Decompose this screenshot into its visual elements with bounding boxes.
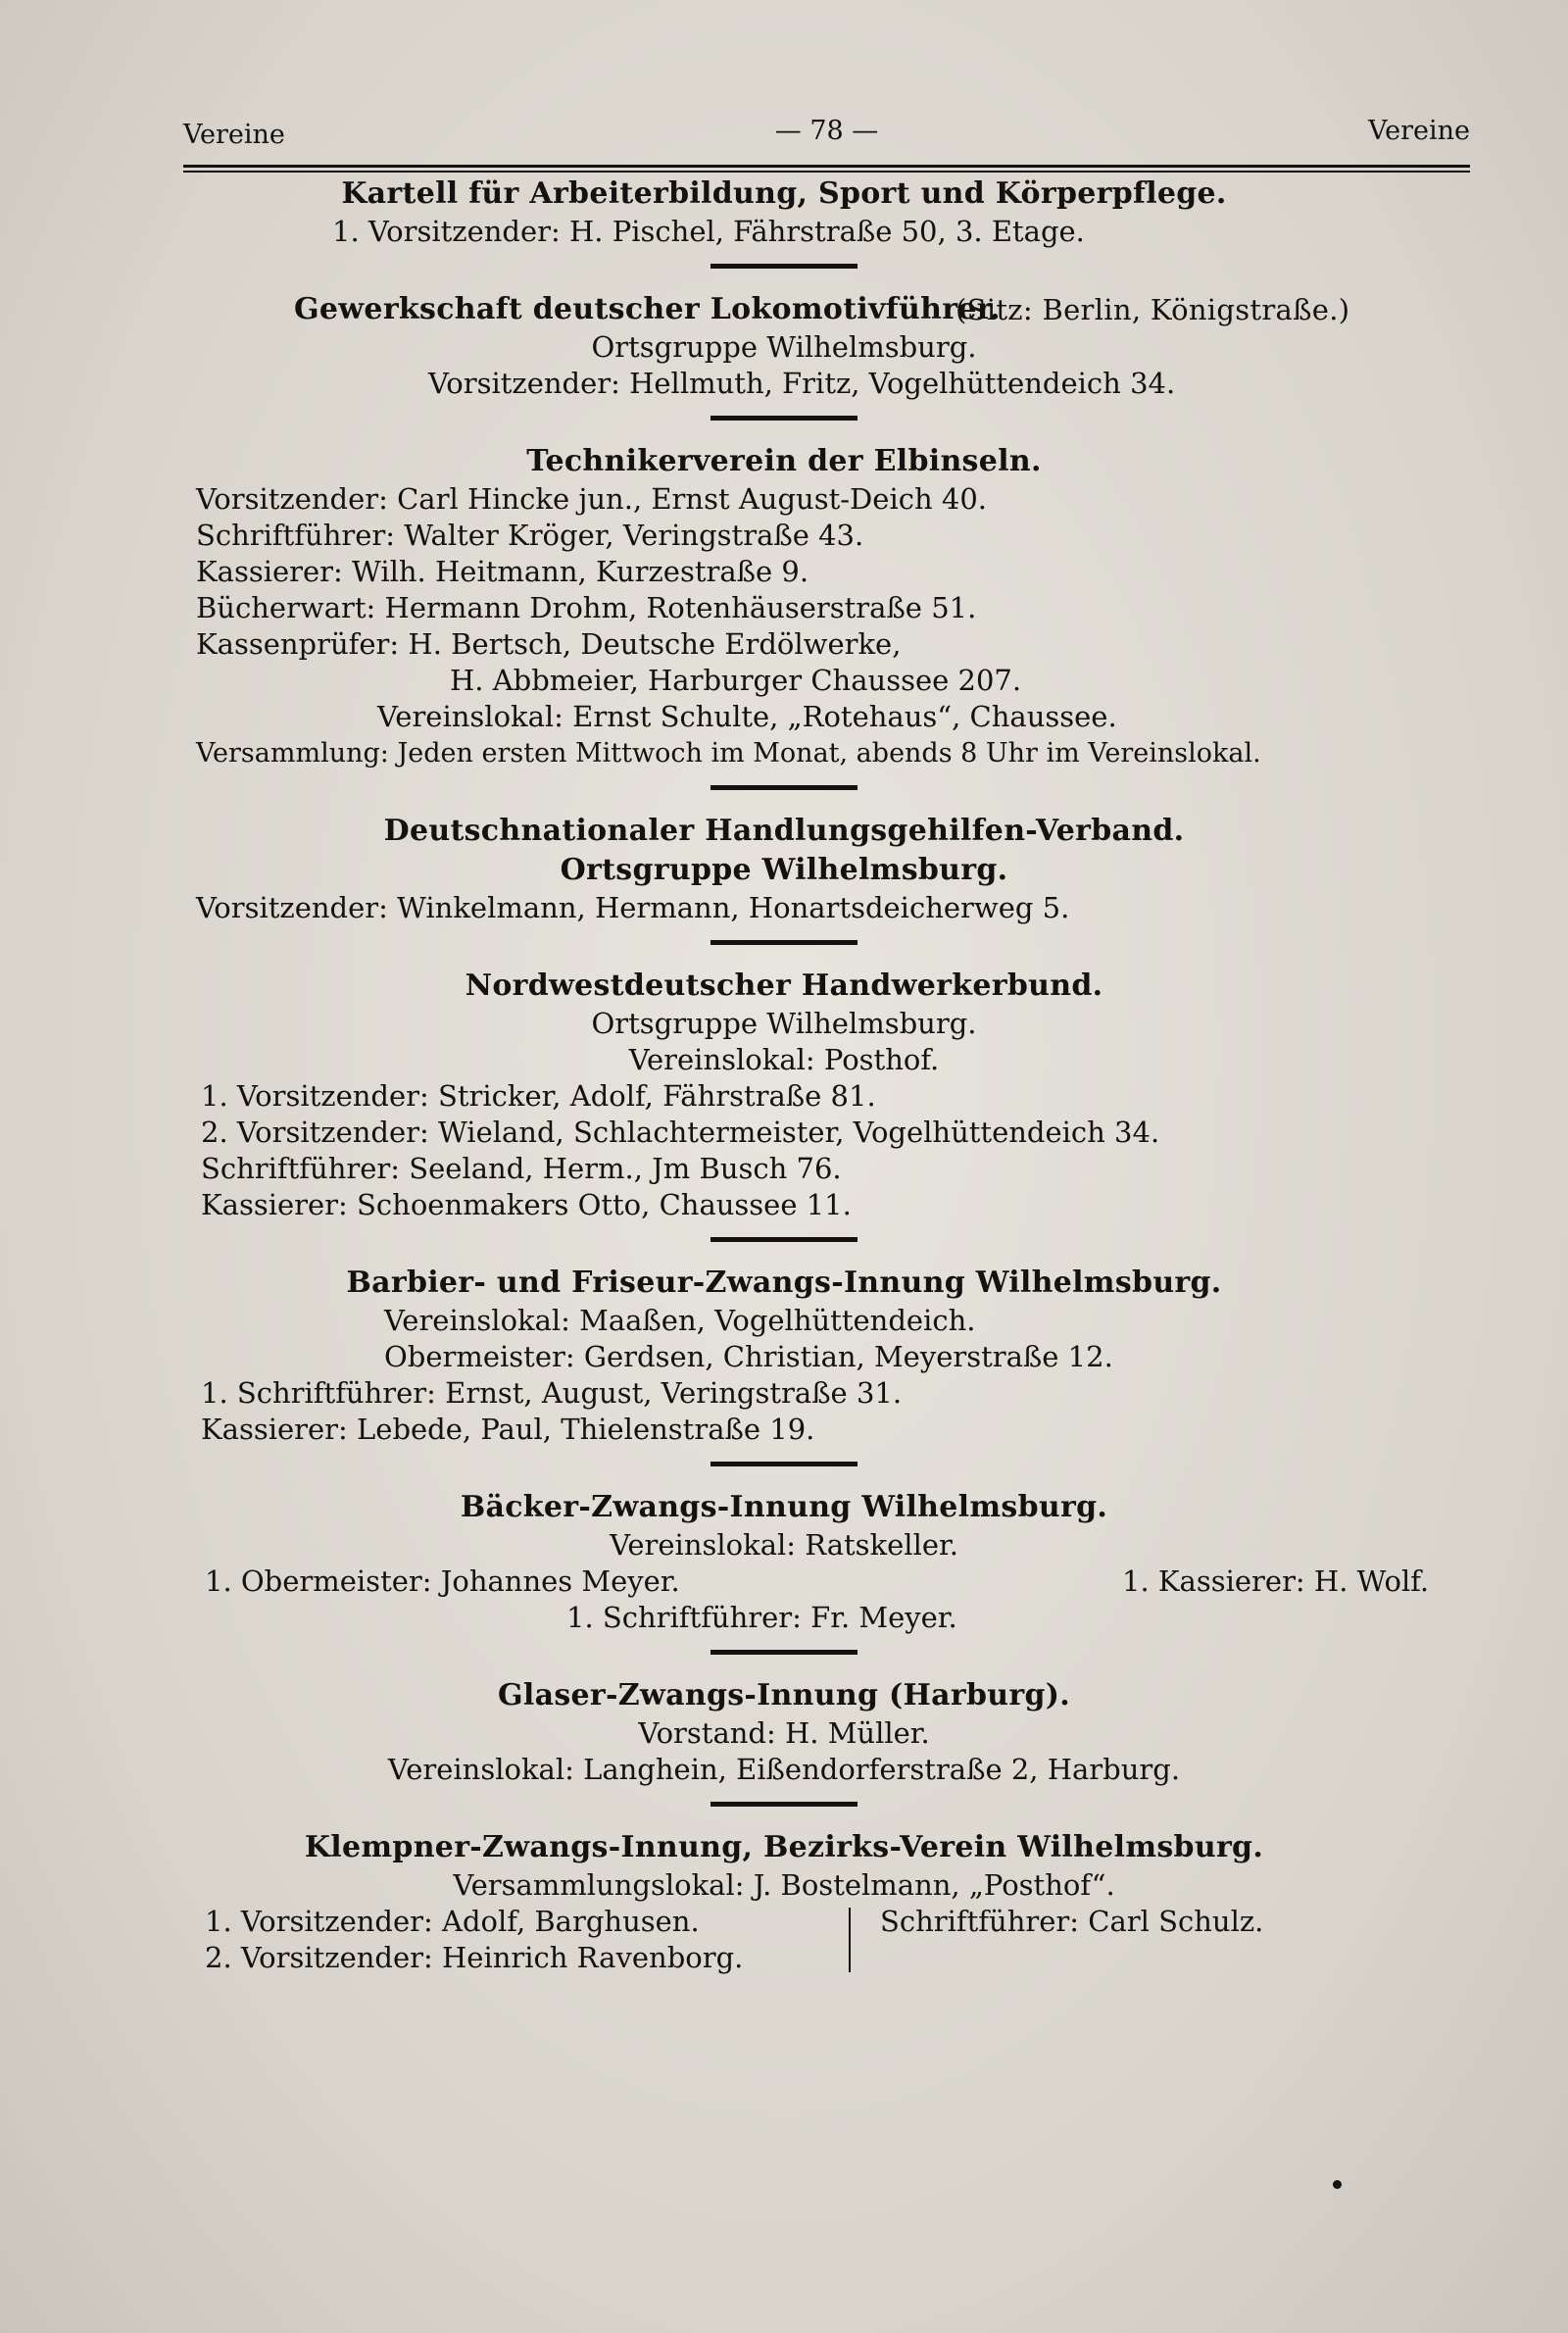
entry-handlungsgehilfen bbox=[0, 812, 1568, 926]
entry-line bbox=[0, 1339, 1568, 1375]
entry-text: 2. Vorsitzender: Wieland, Schlachtermeister, Vogelhüttendeich 34. bbox=[201, 1116, 1160, 1149]
entry-line: Ortsgruppe Wilhelmsburg. bbox=[591, 330, 977, 364]
section-divider bbox=[710, 1650, 858, 1655]
entry-text: Kassenprüfer: H. Bertsch, Deutsche Erdölwerke, bbox=[196, 627, 902, 661]
entry-text: Schriftführer: Seeland, Herm., Jm Busch 76. bbox=[201, 1152, 842, 1185]
entry-title: Deutschnationaler Handlungsgehilfen-Verband. bbox=[383, 814, 1185, 848]
entry-line bbox=[0, 481, 1568, 518]
entry-text: Vorsitzender: Carl Hincke jun., Ernst August-Deich 40. bbox=[196, 482, 987, 516]
entry-title: Bäcker-Zwangs-Innung Wilhelmsburg. bbox=[460, 1490, 1108, 1524]
entry-text: Schriftführer: Carl Schulz. bbox=[880, 1905, 1264, 1938]
entry-line: Ortsgruppe Wilhelmsburg. bbox=[591, 1007, 977, 1040]
entry-line bbox=[0, 626, 1568, 663]
entry-title: Klempner-Zwangs-Innung, Bezirks-Verein Wilhelmsburg. bbox=[304, 1830, 1264, 1864]
entry-line bbox=[0, 1115, 1568, 1151]
page-header bbox=[183, 116, 1470, 161]
entry-line: Versammlungslokal: J. Bostelmann, „Posthof“. bbox=[453, 1868, 1115, 1902]
entry-line bbox=[0, 735, 1568, 771]
entry-text: Vereinslokal: Ernst Schulte, „Rotehaus“, Chaussee. bbox=[377, 700, 1117, 733]
entry-line bbox=[0, 1600, 1568, 1636]
column-divider bbox=[849, 1908, 851, 1972]
entry-text: Vorsitzender: Hellmuth, Fritz, Vogelhüttendeich 34. bbox=[428, 367, 1176, 400]
entry-klempner-innung bbox=[0, 1828, 1568, 1976]
entry-line bbox=[0, 554, 1568, 590]
entry-two-column bbox=[0, 1904, 1568, 1976]
entry-text: 2. Vorsitzender: Heinrich Ravenborg. bbox=[205, 1941, 744, 1974]
entry-text: Kassierer: Lebede, Paul, Thielenstraße 19. bbox=[201, 1413, 815, 1446]
entry-title-row bbox=[0, 290, 1568, 329]
entry-line: Vereinslokal: Posthof. bbox=[628, 1043, 940, 1076]
entry-line bbox=[0, 1412, 1568, 1448]
entry-text: H. Abbmeier, Harburger Chaussee 207. bbox=[450, 664, 1022, 697]
entry-line bbox=[0, 1375, 1568, 1412]
entry-line bbox=[0, 518, 1568, 554]
entry-line bbox=[0, 1303, 1568, 1339]
entry-text: Versammlung: Jeden ersten Mittwoch im Monat, abends 8 Uhr im Vereinslokal. bbox=[196, 738, 1261, 769]
entry-text: Kassierer: Wilh. Heitmann, Kurzestraße 9. bbox=[196, 555, 809, 588]
entry-text: Bücherwart: Hermann Drohm, Rotenhäuserstraße 51. bbox=[196, 591, 977, 624]
section-divider bbox=[710, 264, 858, 269]
section-divider bbox=[710, 1237, 858, 1242]
entry-text: Schriftführer: Walter Kröger, Veringstraße 43. bbox=[196, 519, 864, 552]
entry-line bbox=[0, 366, 1568, 402]
entry-text: Kassierer: Schoenmakers Otto, Chaussee 11. bbox=[201, 1188, 852, 1221]
entry-friseur-innung bbox=[0, 1264, 1568, 1448]
entry-glaser-innung bbox=[0, 1676, 1568, 1788]
entry-title: Nordwestdeutscher Handwerkerbund. bbox=[465, 968, 1103, 1003]
entry-line: Vorstand: H. Müller. bbox=[638, 1716, 930, 1750]
entry-line bbox=[0, 890, 1568, 926]
entries bbox=[0, 174, 1568, 1976]
entry-text: 1. Vorsitzender: Adolf, Barghusen. bbox=[205, 1905, 700, 1938]
entry-text: 1. Vorsitzender: Stricker, Adolf, Fährstraße 81. bbox=[201, 1079, 876, 1113]
entry-text: 1. Obermeister: Johannes Meyer. bbox=[205, 1564, 680, 1598]
entry-line bbox=[0, 1564, 1568, 1600]
entry-title: Technikerverein der Elbinseln. bbox=[526, 444, 1042, 478]
entry-title: Glaser-Zwangs-Innung (Harburg). bbox=[498, 1678, 1070, 1713]
entry-text: Vorsitzender: Winkelmann, Hermann, Honartsdeicherweg 5. bbox=[196, 891, 1070, 924]
entry-line bbox=[0, 663, 1568, 699]
entry-text: 1. Kassierer: H. Wolf. bbox=[1122, 1564, 1430, 1598]
entry-text: Vereinslokal: Maaßen, Vogelhüttendeich. bbox=[384, 1304, 976, 1337]
entry-line bbox=[0, 699, 1568, 735]
entry-text: 1. Vorsitzender: H. Pischel, Fährstraße 50, 3. Etage. bbox=[332, 215, 1085, 248]
ink-dot bbox=[1333, 2180, 1342, 2189]
entry-title: Kartell für Arbeiterbildung, Sport und Körperpflege. bbox=[341, 176, 1227, 211]
entry-line: Vereinslokal: Langhein, Eißendorferstraße 2, Harburg. bbox=[387, 1753, 1181, 1786]
entry-line bbox=[0, 214, 1568, 250]
entry-text: 1. Schriftführer: Fr. Meyer. bbox=[566, 1601, 957, 1634]
header-rule bbox=[183, 165, 1470, 173]
entry-title: Gewerkschaft deutscher Lokomotivführer. bbox=[294, 292, 1001, 326]
section-divider bbox=[710, 416, 858, 421]
section-divider bbox=[710, 785, 858, 790]
section-divider bbox=[710, 1462, 858, 1466]
entry-technikerverein bbox=[0, 442, 1568, 771]
page-number: — 78 — bbox=[774, 116, 879, 146]
entry-title: Barbier- und Friseur-Zwangs-Innung Wilhelmsburg. bbox=[346, 1266, 1222, 1300]
entry-lokomotivfuehrer bbox=[0, 290, 1568, 402]
header-left: Vereine bbox=[183, 120, 285, 150]
entry-line bbox=[0, 1187, 1568, 1223]
entry-kartell bbox=[0, 174, 1568, 250]
entry-handwerkerbund bbox=[0, 967, 1568, 1223]
entry-text: 1. Schriftführer: Ernst, August, Veringstraße 31. bbox=[201, 1376, 903, 1410]
header-right: Vereine bbox=[1368, 116, 1470, 146]
entry-line bbox=[0, 590, 1568, 626]
entry-title-suffix: (Sitz: Berlin, Königstraße.) bbox=[956, 293, 1350, 326]
section-divider bbox=[710, 940, 858, 945]
entry-subtitle: Ortsgruppe Wilhelmsburg. bbox=[560, 853, 1008, 887]
entry-baecker-innung bbox=[0, 1488, 1568, 1636]
entry-line bbox=[0, 1078, 1568, 1115]
section-divider bbox=[710, 1802, 858, 1807]
entry-line bbox=[0, 1151, 1568, 1187]
entry-line: Vereinslokal: Ratskeller. bbox=[610, 1528, 958, 1562]
entry-text: Obermeister: Gerdsen, Christian, Meyerstraße 12. bbox=[384, 1340, 1113, 1373]
